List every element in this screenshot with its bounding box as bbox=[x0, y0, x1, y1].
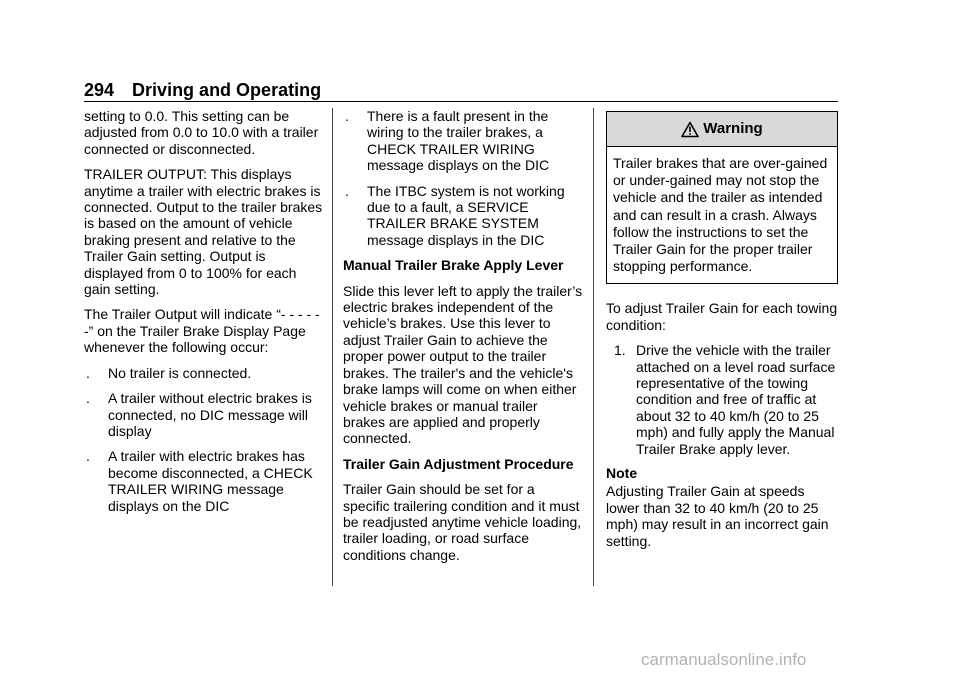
numbered-step bbox=[606, 342, 838, 457]
bullet-marker: . bbox=[86, 390, 90, 407]
paragraph: Slide this lever left to apply the trailer’s electric brakes independent of the vehicle’s brakes. Use this lever to adjust Trailer Gain to achieve the proper power output to the trailer brakes. The trailer's and the vehicle's brake lamps will come on when either vehicle brakes or manual trailer brakes are applied and properly connected. bbox=[343, 282, 583, 447]
bullet-marker: . bbox=[86, 364, 90, 381]
bullet-text: No trailer is connected. bbox=[108, 364, 252, 381]
warning-text: Trailer brakes that are over-gained or under-gained may not stop the vehicle and the trailer as intended and can result in a crash. Always follow the instructions to set the Trailer Gain for the proper trailer stopping performance. bbox=[613, 155, 828, 275]
warning-header bbox=[607, 112, 837, 147]
bullet-item bbox=[343, 108, 583, 174]
header-rule bbox=[84, 101, 838, 102]
column-2 bbox=[343, 108, 583, 572]
step-text: Drive the vehicle with the trailer attached on a level road surface representative of the towing condition and free of traffic at about 32 to 40 km/h (20 to 25 mph) and fully apply the Manual Trailer Brake apply lever. bbox=[636, 342, 836, 457]
column-divider-2 bbox=[593, 108, 594, 586]
bullet-text: There is a fault present in the wiring to the trailer brakes, a CHECK TRAILER WIRING message displays on the DIC bbox=[367, 108, 550, 174]
step-number: 1. bbox=[614, 342, 626, 359]
page-header bbox=[84, 80, 321, 101]
paragraph: TRAILER OUTPUT: This displays anytime a trailer with electric brakes is connected. Output to the trailer brakes is based on the amount of vehicle braking present and relative to the Trailer Gain setting. Output is displayed from 0 to 100% for each gain setting. bbox=[84, 166, 323, 298]
note-text: Adjusting Trailer Gain at speeds lower than 32 to 40 km/h (20 to 25 mph) may result in an incorrect gain setting. bbox=[606, 483, 829, 549]
warning-box bbox=[606, 111, 838, 284]
bullet-marker: . bbox=[86, 448, 90, 465]
column-divider-1 bbox=[332, 108, 333, 586]
watermark: carmanualsonline.info bbox=[641, 650, 807, 669]
column-3 bbox=[606, 108, 838, 558]
paragraph: Trailer Gain should be set for a specific trailering condition and it must be readjusted anytime vehicle loading, trailer loading, or road surface conditions change. bbox=[343, 481, 582, 563]
paragraph: To adjust Trailer Gain for each towing condition: bbox=[606, 300, 838, 333]
subheading-apply-lever: Manual Trailer Brake Apply Lever bbox=[343, 257, 564, 274]
note-label: Note bbox=[606, 465, 638, 482]
bullet-item bbox=[84, 390, 324, 439]
bullet-item bbox=[84, 448, 324, 514]
bullet-text: A trailer without electric brakes is connected, no DIC message will display bbox=[108, 390, 312, 439]
warning-triangle-icon bbox=[681, 121, 699, 138]
bullet-item bbox=[343, 183, 583, 249]
warning-title: Warning bbox=[703, 119, 763, 137]
column-1 bbox=[84, 108, 324, 523]
bullet-marker: . bbox=[345, 182, 349, 199]
paragraph: The Trailer Output will indicate “- - - - - -” on the Trailer Brake Display Page whenever the following occur: bbox=[84, 306, 320, 356]
paragraph: setting to 0.0. This setting can be adjusted from 0.0 to 10.0 with a trailer connected or disconnected. bbox=[84, 108, 319, 157]
bullet-item bbox=[84, 365, 324, 381]
bullet-text: The ITBC system is not working due to a fault, a SERVICE TRAILER BRAKE SYSTEM message displays in the DIC bbox=[367, 182, 565, 248]
bullet-text: A trailer with electric brakes has become disconnected, a CHECK TRAILER WIRING message displays on the DIC bbox=[108, 448, 313, 514]
section-title: Driving and Operating bbox=[132, 80, 322, 100]
subheading-gain-procedure: Trailer Gain Adjustment Procedure bbox=[343, 455, 574, 472]
page-number: 294 bbox=[84, 80, 115, 100]
bullet-marker: . bbox=[345, 108, 349, 124]
